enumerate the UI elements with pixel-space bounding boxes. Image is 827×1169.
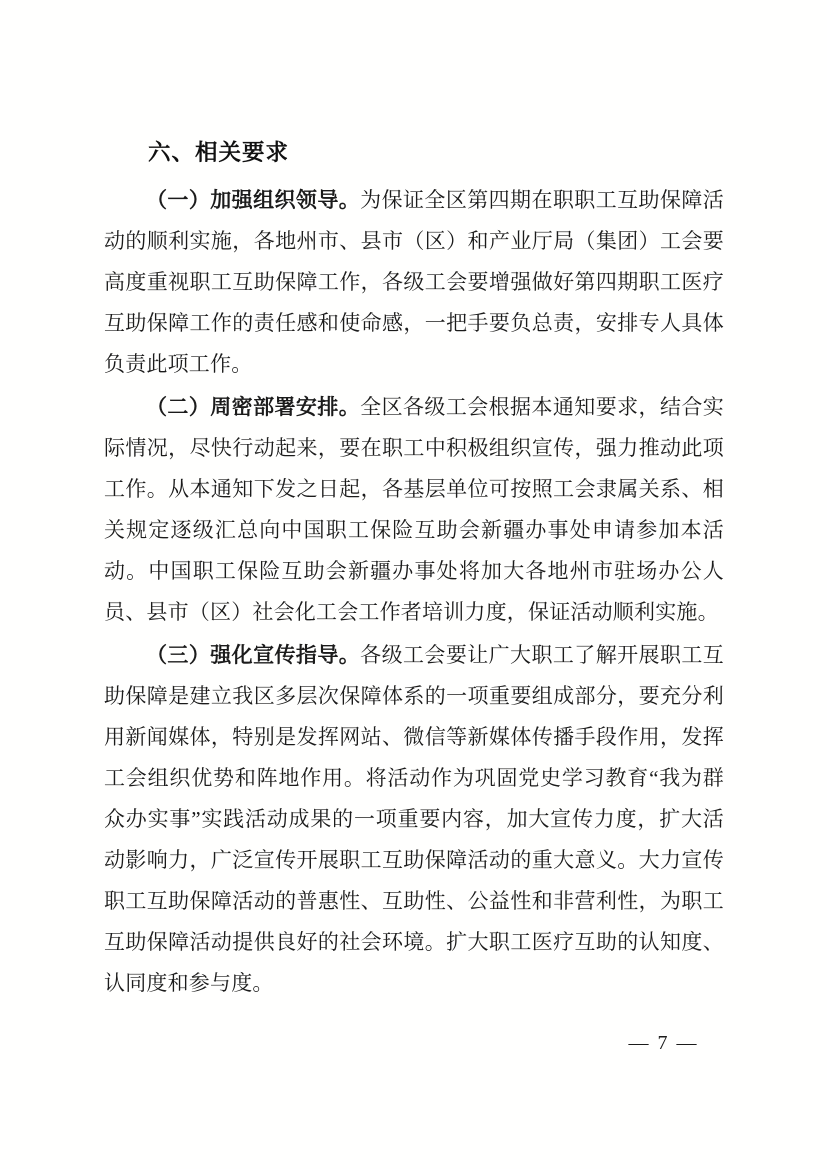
- paragraph-1-lead: （一）加强组织领导。: [146, 187, 361, 212]
- paragraph-1-body: 为保证全区第四期在职职工互助保障活动的顺利实施，各地州市、县市（区）和产业厅局（集团）工会要高度重视职工互助保障工作，各级工会要增强做好第四期职工医疗互助保障工作的责任感和使命感，一把手要负总责，安排专人具体负责此项工作。: [104, 187, 724, 376]
- section-heading: 六、相关要求: [148, 140, 290, 165]
- paragraph-2-body: 全区各级工会根据本通知要求，结合实际情况，尽快行动起来，要在职工中积极组织宣传，强力推动此项工作。从本通知下发之日起，各基层单位可按照工会隶属关系、相关规定逐级汇总向中国职工保险互助会新疆办事处申请参加本活动。中国职工保险互助会新疆办事处将加大各地州市驻场办公人员、县市（区）社会化工会工作者培训力度，保证活动顺利实施。: [104, 394, 724, 624]
- document-body: [104, 136, 724, 1006]
- paragraph-2-lead: （二）周密部署安排。: [146, 394, 361, 419]
- paragraph-3: [104, 635, 724, 1004]
- paragraph-3-lead: （三）强化宣传指导。: [146, 642, 361, 667]
- page-number-text: — 7 —: [628, 1032, 699, 1054]
- paragraph-1: [104, 180, 724, 385]
- paragraph-2: [104, 387, 724, 633]
- paragraph-3-body: 各级工会要让广大职工了解开展职工互助保障是建立我区多层次保障体系的一项重要组成部分，要充分利用新闻媒体，特别是发挥网站、微信等新媒体传播手段作用，发挥工会组织优势和阵地作用。将活动作为巩固党史学习教育“我为群众办实事”实践活动成果的一项重要内容，加大宣传力度，扩大活动影响力，广泛宣传开展职工互助保障活动的重大意义。大力宣传职工互助保障活动的普惠性、互助性、公益性和非营利性，为职工互助保障活动提供良好的社会环境。扩大职工医疗互助的认知度、认同度和参与度。: [104, 642, 724, 995]
- page-number: [0, 1032, 827, 1055]
